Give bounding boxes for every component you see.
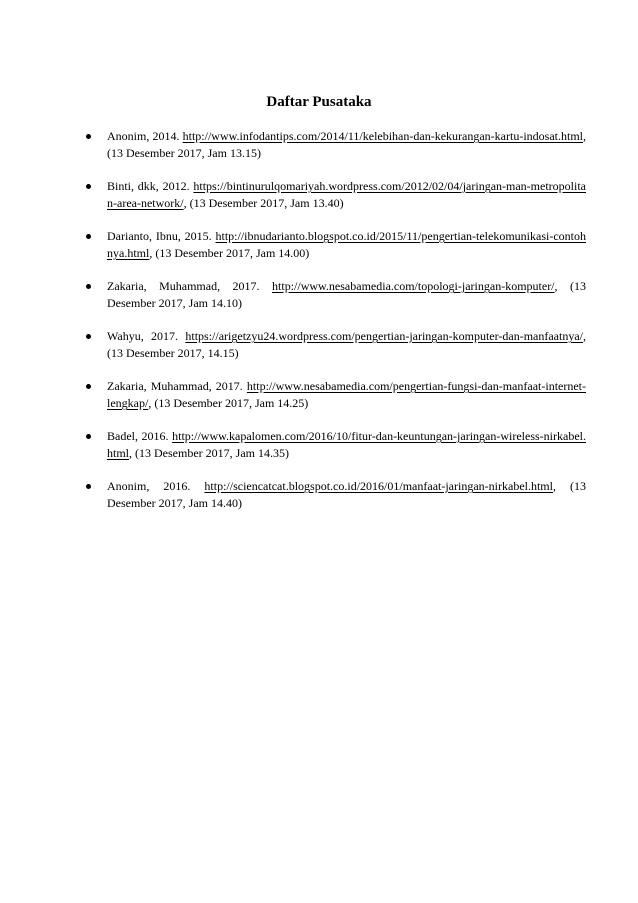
reference-access-date: , (13 Desember 2017, Jam 14.35)	[129, 446, 289, 460]
reference-access-date: , (13 Desember 2017, Jam 14.10)	[107, 279, 586, 310]
reference-author: Zakaria, Muhammad, 2017.	[107, 379, 243, 393]
reference-link[interactable]: http://sciencatcat.blogspot.co.id/2016/01/manfaat-jaringan-nirkabel.html	[204, 479, 553, 493]
reference-item	[86, 178, 586, 212]
bullet-icon	[86, 284, 91, 289]
bullet-icon	[86, 434, 91, 439]
reference-link[interactable]: http://www.kapalomen.com/2016/10/fitur-dan-keuntungan-jaringan-wireless-nirkabel.html	[107, 429, 586, 460]
reference-link[interactable]: http://www.infodantips.com/2014/11/kelebihan-dan-kekurangan-kartu-indosat.html	[182, 129, 583, 143]
reference-item	[86, 228, 586, 262]
reference-access-date: , (13 Desember 2017, Jam 14.00)	[149, 246, 310, 260]
reference-link[interactable]: https://bintinurulqomariyah.wordpress.com/2012/02/04/jaringan-man-metropolitan-area-network/	[107, 179, 586, 210]
reference-author: Darianto, Ibnu, 2015.	[107, 229, 212, 243]
reference-access-date: , (13 Desember 2017, Jam 13.15)	[107, 129, 586, 160]
page-title: Daftar Pusataka	[266, 94, 372, 110]
bullet-icon	[86, 134, 91, 139]
reference-item	[86, 378, 586, 412]
bullet-icon	[86, 484, 91, 489]
reference-access-date: , (13 Desember 2017, Jam 14.40)	[107, 479, 587, 510]
reference-list	[86, 128, 586, 528]
bullet-icon	[86, 334, 91, 339]
reference-author: Zakaria, Muhammad, 2017.	[107, 279, 260, 293]
reference-access-date: , (13 Desember 2017, 14.15)	[107, 329, 586, 360]
bullet-icon	[86, 184, 91, 189]
bullet-icon	[86, 384, 91, 389]
reference-item	[86, 278, 586, 312]
bullet-icon	[86, 234, 91, 239]
reference-author: Badel, 2016.	[107, 429, 169, 443]
reference-item	[86, 128, 586, 162]
reference-author: Anonim, 2014.	[107, 129, 180, 143]
reference-item	[86, 478, 586, 512]
reference-author: Wahyu, 2017.	[107, 329, 179, 343]
reference-item	[86, 328, 586, 362]
reference-access-date: , (13 Desember 2017, Jam 14.25)	[148, 396, 309, 410]
reference-author: Anonim, 2016.	[107, 479, 191, 493]
reference-link[interactable]: https://arigetzyu24.wordpress.com/pengertian-jaringan-komputer-dan-manfaatnya/	[185, 329, 583, 343]
reference-link[interactable]: http://www.nesabamedia.com/pengertian-fungsi-dan-manfaat-internet-lengkap/	[107, 379, 586, 410]
reference-item	[86, 428, 586, 462]
reference-link[interactable]: http://www.nesabamedia.com/topologi-jaringan-komputer/	[272, 279, 555, 293]
reference-access-date: , (13 Desember 2017, Jam 13.40)	[183, 196, 344, 210]
reference-author: Binti, dkk, 2012.	[107, 179, 190, 193]
reference-link[interactable]: http://ibnudarianto.blogspot.co.id/2015/11/pengertian-telekomunikasi-contohnya.html	[107, 229, 586, 260]
